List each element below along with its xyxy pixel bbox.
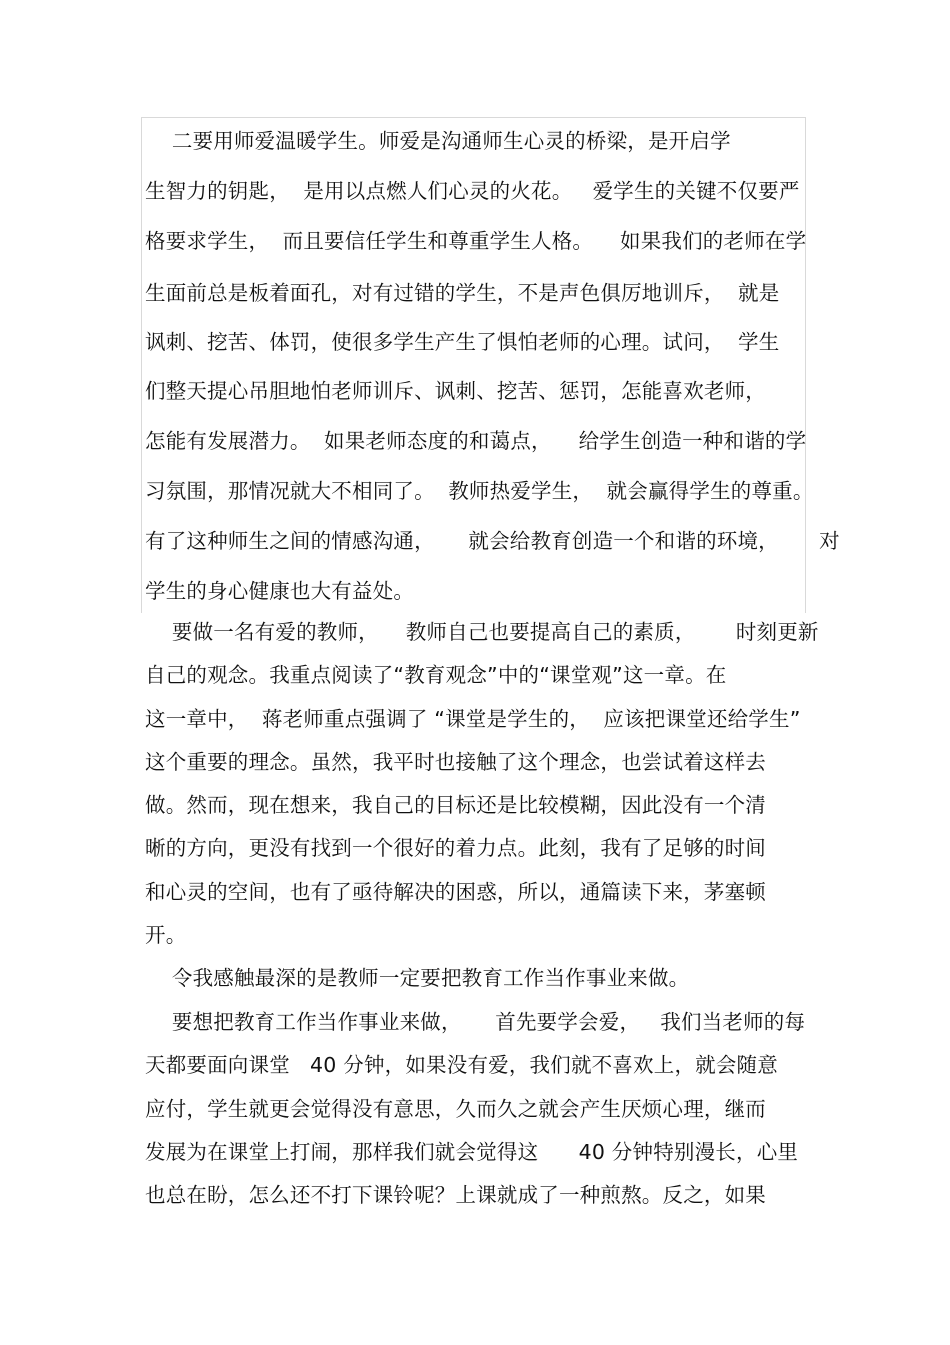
text-line: 天都要面向课堂 40 分钟，如果没有爱，我们就不喜欢上，就会随意 [145, 1053, 778, 1077]
text-line: 生面前总是板着面孔，对有过错的学生，不是声色俱厉地训斥， 就是 [145, 281, 780, 305]
text-line: 要做一名有爱的教师， 教师自己也要提高自己的素质， 时刻更新 [145, 620, 819, 644]
text-line: 讽刺、挖苦、体罚，使很多学生产生了惧怕老师的心理。试问， 学生 [145, 330, 780, 354]
text-line: 自己的观念。我重点阅读了“教育观念”中的“课堂观”这一章。在 [145, 663, 727, 687]
text-line: 们整天提心吊胆地怕老师训斥、讽刺、挖苦、惩罚，怎能喜欢老师， [145, 379, 766, 403]
text-line: 晰的方向，更没有找到一个很好的着力点。此刻，我有了足够的时间 [145, 836, 766, 860]
text-line: 二要用师爱温暖学生。师爱是沟通师生心灵的桥梁，是开启学 [145, 129, 731, 153]
text-line: 格要求学生， 而且要信任学生和尊重学生人格。 如果我们的老师在学 [145, 229, 807, 253]
text-line: 开。 [145, 923, 187, 947]
text-line: 也总在盼，怎么还不打下课铃呢？上课就成了一种煎熬。反之，如果 [145, 1183, 766, 1207]
text-line: 学生的身心健康也大有益处。 [145, 579, 415, 603]
text-line: 有了这种师生之间的情感沟通， 就会给教育创造一个和谐的环境， 对 [145, 529, 840, 553]
text-line: 和心灵的空间，也有了亟待解决的困惑，所以，通篇读下来，茅塞顿 [145, 880, 766, 904]
text-line: 怎能有发展潜力。 如果老师态度的和蔼点， 给学生创造一种和谐的学 [145, 429, 807, 453]
text-line: 应付，学生就更会觉得没有意思，久而久之就会产生厌烦心理，继而 [145, 1097, 766, 1121]
text-line: 做。然而，现在想来，我自己的目标还是比较模糊，因此没有一个清 [145, 793, 766, 817]
text-line: 要想把教育工作当作事业来做， 首先要学会爱， 我们当老师的每 [145, 1010, 806, 1034]
text-line: 这个重要的理念。虽然，我平时也接触了这个理念，也尝试着这样去 [145, 750, 766, 774]
text-line: 习氛围，那情况就大不相同了。 教师热爱学生， 就会赢得学生的尊重。 [145, 479, 814, 503]
text-line: 生智力的钥匙， 是用以点燃人们心灵的火花。 爱学生的关键不仅要严 [145, 179, 800, 203]
text-line: 发展为在课堂上打闹，那样我们就会觉得这 40 分钟特别漫长，心里 [145, 1140, 799, 1164]
text-line: 令我感触最深的是教师一定要把教育工作当作事业来做。 [145, 966, 690, 990]
text-line: 这一章中， 蒋老师重点强调了 “课堂是学生的， 应该把课堂还给学生” [145, 707, 801, 731]
